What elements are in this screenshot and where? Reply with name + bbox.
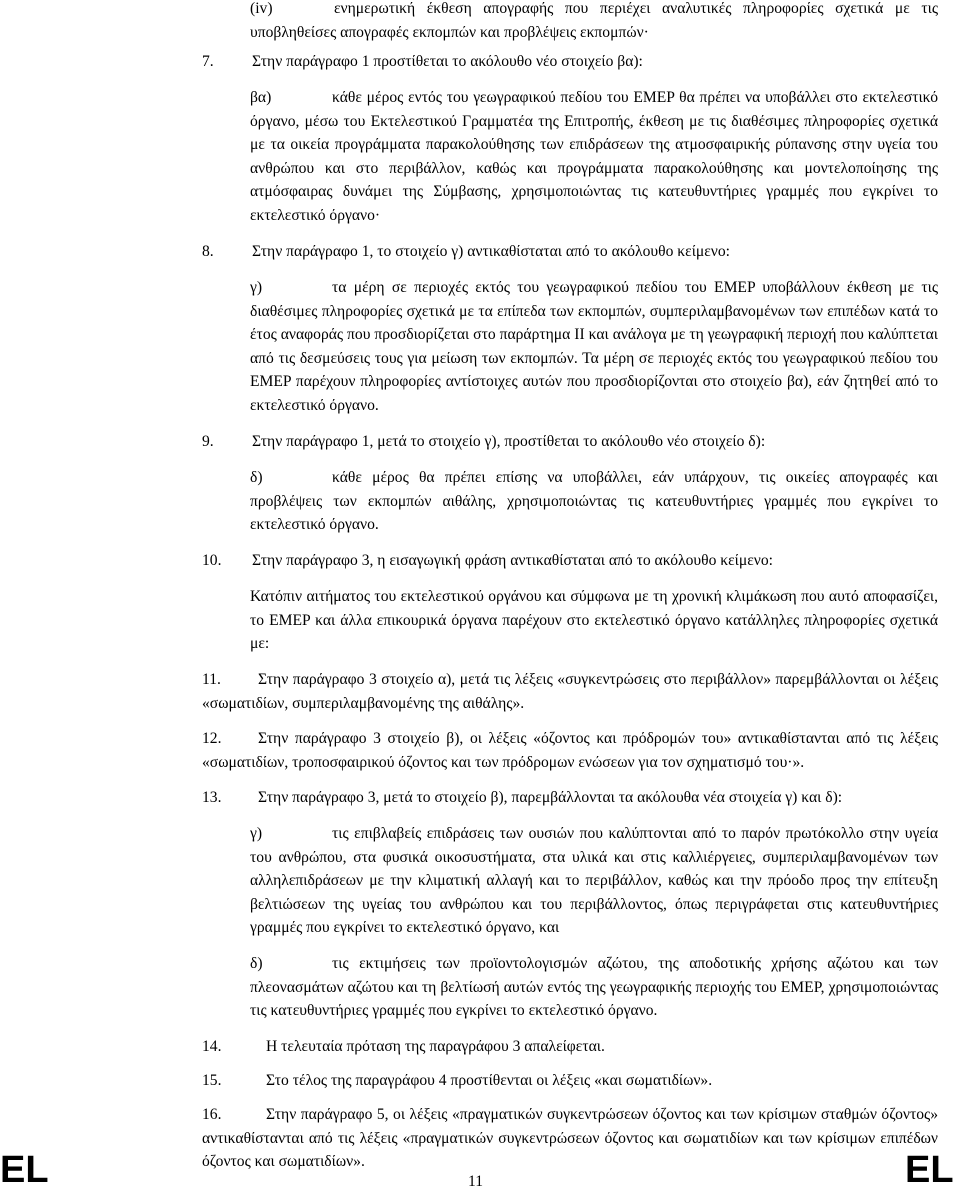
- item-text: Στην παράγραφο 1, μετά το στοιχείο γ), προστίθεται το ακόλουθο νέο στοιχείο δ):: [252, 433, 766, 450]
- item-text: Στην παράγραφο 1 προστίθεται το ακόλουθο νέο στοιχείο βα):: [252, 53, 643, 70]
- item-body: Στην παράγραφο 3 στοιχείο β), οι λέξεις «όζοντος και πρόδρομών του» αντικαθίστανται από τις λέξεις «σωματιδίων, τροποσφαιρικού όζοντος και των πρόδρομων ενώσεων για τον σχηματισμό του·».: [202, 730, 938, 771]
- item-label: βα): [250, 89, 272, 106]
- footer-language-left: EL: [0, 1149, 49, 1191]
- paragraph-16: [202, 1103, 938, 1174]
- item-label: δ): [250, 469, 263, 486]
- paragraph-11: [202, 668, 938, 715]
- paragraph-9: [202, 430, 938, 454]
- item-label: γ): [250, 825, 263, 842]
- item-text: Στην παράγραφο 3, η εισαγωγική φράση αντικαθίσταται από το ακόλουθο κείμενο:: [252, 552, 773, 569]
- item-label: δ): [250, 955, 263, 972]
- sub-item-g-2: [250, 822, 938, 940]
- item-number: 9.: [202, 433, 214, 450]
- paragraph-13: [202, 786, 938, 810]
- item-text: [202, 786, 938, 810]
- item-body: Στην παράγραφο 5, οι λέξεις «πραγματικών συγκεντρώσεων όζοντος και των κρίσιμων σταθμών όζοντος» αντικαθίστανται από τις λέξεις «πραγματικών συγκεντρώσεων όζοντος και σωματιδίων και των κρίσιμων επιπέδων όζοντος και σωματιδίων».: [202, 1106, 938, 1171]
- item-text: [202, 1103, 938, 1174]
- item-text: κάθε μέρος εντός του γεωγραφικού πεδίου του EMEP θα πρέπει να υποβάλλει στο εκτελεστικό όργανο, μέσω του Εκτελεστικού Γραμματέα της Επιτροπής, έκθεση με τις διαθέσιμες πληροφορίες σχετικά με τα οικεία προγράμματα παρακολούθησης των επιδράσεων της ατμοσφαιρικής ρύπανσης στην υγεία του ανθρώπου και στο περιβάλλον, καθώς και προγράμματα παρακολούθησης και μοντελοποίησης της ατμόσφαιρας δυνάμει της Σύμβασης, χρησιμοποιώντας τις κατευθυντήριες γραμμές που εγκρίνει το εκτελεστικό όργανο·: [250, 89, 938, 224]
- item-number: 11.: [202, 671, 221, 688]
- item-body: Στην παράγραφο 3 στοιχείο α), μετά τις λέξεις «συγκεντρώσεις στο περιβάλλον» παρεμβάλλονται οι λέξεις «σωματιδίων, συμπεριλαμβανομένης της αιθάλης».: [202, 671, 938, 712]
- item-text: τα μέρη σε περιοχές εκτός του γεωγραφικού πεδίου του EMEP υποβάλλουν έκθεση με τις διαθέσιμες πληροφορίες σχετικά με τα επίπεδα των εκπομπών, συμπεριλαμβανομένων των επιπέδων κατά το έτος αναφοράς που προσδιορίζεται στο παράρτημα II και ανάλογα με τη γεωγραφική περιοχή που καλύπτεται από τις δεσμεύσεις τους για μείωση των εκπομπών. Τα μέρη σε περιοχές εκτός του γεωγραφικού πεδίου του EMEP παρέχουν πληροφορίες αντίστοιχες αυτών που προσδιορίζονται στο στοιχείο βα), εάν ζητηθεί από το εκτελεστικό όργανο.: [250, 279, 938, 414]
- item-text: Στην παράγραφο 1, το στοιχείο γ) αντικαθίσταται από το ακόλουθο κείμενο:: [252, 243, 730, 260]
- paragraph-12: [202, 727, 938, 774]
- item-label: (iv): [250, 0, 273, 17]
- item-number: 14.: [202, 1038, 222, 1055]
- item-text: Κατόπιν αιτήματος του εκτελεστικού οργάνου και σύμφωνα με τη χρονική κλιμάκωση που αυτό αποφασίζει, το EMEP και άλλα επικουρικά όργανα παρέχουν στο εκτελεστικό όργανο κατάλληλες πληροφορίες σχετικά με:: [250, 588, 938, 653]
- paragraph-7: [202, 50, 938, 74]
- item-text: Στο τέλος της παραγράφου 4 προστίθενται οι λέξεις «και σωματιδίων».: [266, 1072, 713, 1089]
- item-text: κάθε μέρος θα πρέπει επίσης να υποβάλλει, εάν υπάρχουν, τις οικείες απογραφές και προβλέψεις των εκπομπών αιθάλης, χρησιμοποιώντας τις κατευθυντήριες γραμμές που εγκρίνει το εκτελεστικό όργανο.: [250, 469, 938, 534]
- sub-item-g: [250, 276, 938, 418]
- item-text: τις επιβλαβείς επιδράσεις των ουσιών που καλύπτονται από το παρόν πρωτόκολλο στην υγεία του ανθρώπου, στα φυσικά οικοσυστήματα, στα υλικά και στις καλλιέργειες, συμπεριλαμβανομένων των αλληλεπιδράσεων με την κλιματική αλλαγή και το περιβάλλον, καθώς και την πρόοδο προς την επίτευξη βελτιώσεων της υγείας του ανθρώπου και του περιβάλλοντος, όπως περιγράφεται στις κατευθυντήριες γραμμές που εγκρίνει το εκτελεστικό όργανο, και: [250, 825, 938, 937]
- paragraph-15: [202, 1069, 938, 1093]
- item-label: γ): [250, 279, 263, 296]
- item-text: Η τελευταία πρόταση της παραγράφου 3 απαλείφεται.: [266, 1038, 605, 1055]
- sub-item-iv: [250, 0, 938, 44]
- item-number: 7.: [202, 53, 214, 70]
- item-text: ενημερωτική έκθεση απογραφής που περιέχει αναλυτικές πληροφορίες σχετικά με τις υποβληθείσες απογραφές εκπομπών και προβλέψεις εκπομπών·: [250, 0, 938, 41]
- item-text: [202, 668, 938, 715]
- item-number: 16.: [202, 1106, 222, 1123]
- paragraph-8: [202, 240, 938, 264]
- item-number: 15.: [202, 1072, 222, 1089]
- footer-language-right: EL: [905, 1149, 954, 1191]
- item-text: [202, 727, 938, 774]
- sub-item-d-2: [250, 952, 938, 1023]
- item-text: τις εκτιμήσεις των προϊοντολογισμών αζώτου, της αποδοτικής χρήσης αζώτου και των πλεονασμάτων αζώτου και τη βελτίωσή αυτών εντός της γεωγραφικής περιοχής του EMEP, χρησιμοποιώντας τις κατευθυντήριες γραμμές που εγκρίνει το εκτελεστικό όργανο.: [250, 955, 938, 1020]
- sub-item-ba: [250, 86, 938, 228]
- intro-text-block: [250, 585, 938, 656]
- page-number: 11: [468, 1173, 484, 1190]
- item-number: 13.: [202, 789, 222, 806]
- paragraph-14: [202, 1035, 938, 1059]
- item-number: 10.: [202, 552, 222, 569]
- sub-item-d: [250, 466, 938, 537]
- item-number: 8.: [202, 243, 214, 260]
- item-body: Στην παράγραφο 3, μετά το στοιχείο β), παρεμβάλλονται τα ακόλουθα νέα στοιχεία γ) και δ):: [258, 789, 843, 806]
- paragraph-10: [202, 549, 938, 573]
- item-number: 12.: [202, 730, 222, 747]
